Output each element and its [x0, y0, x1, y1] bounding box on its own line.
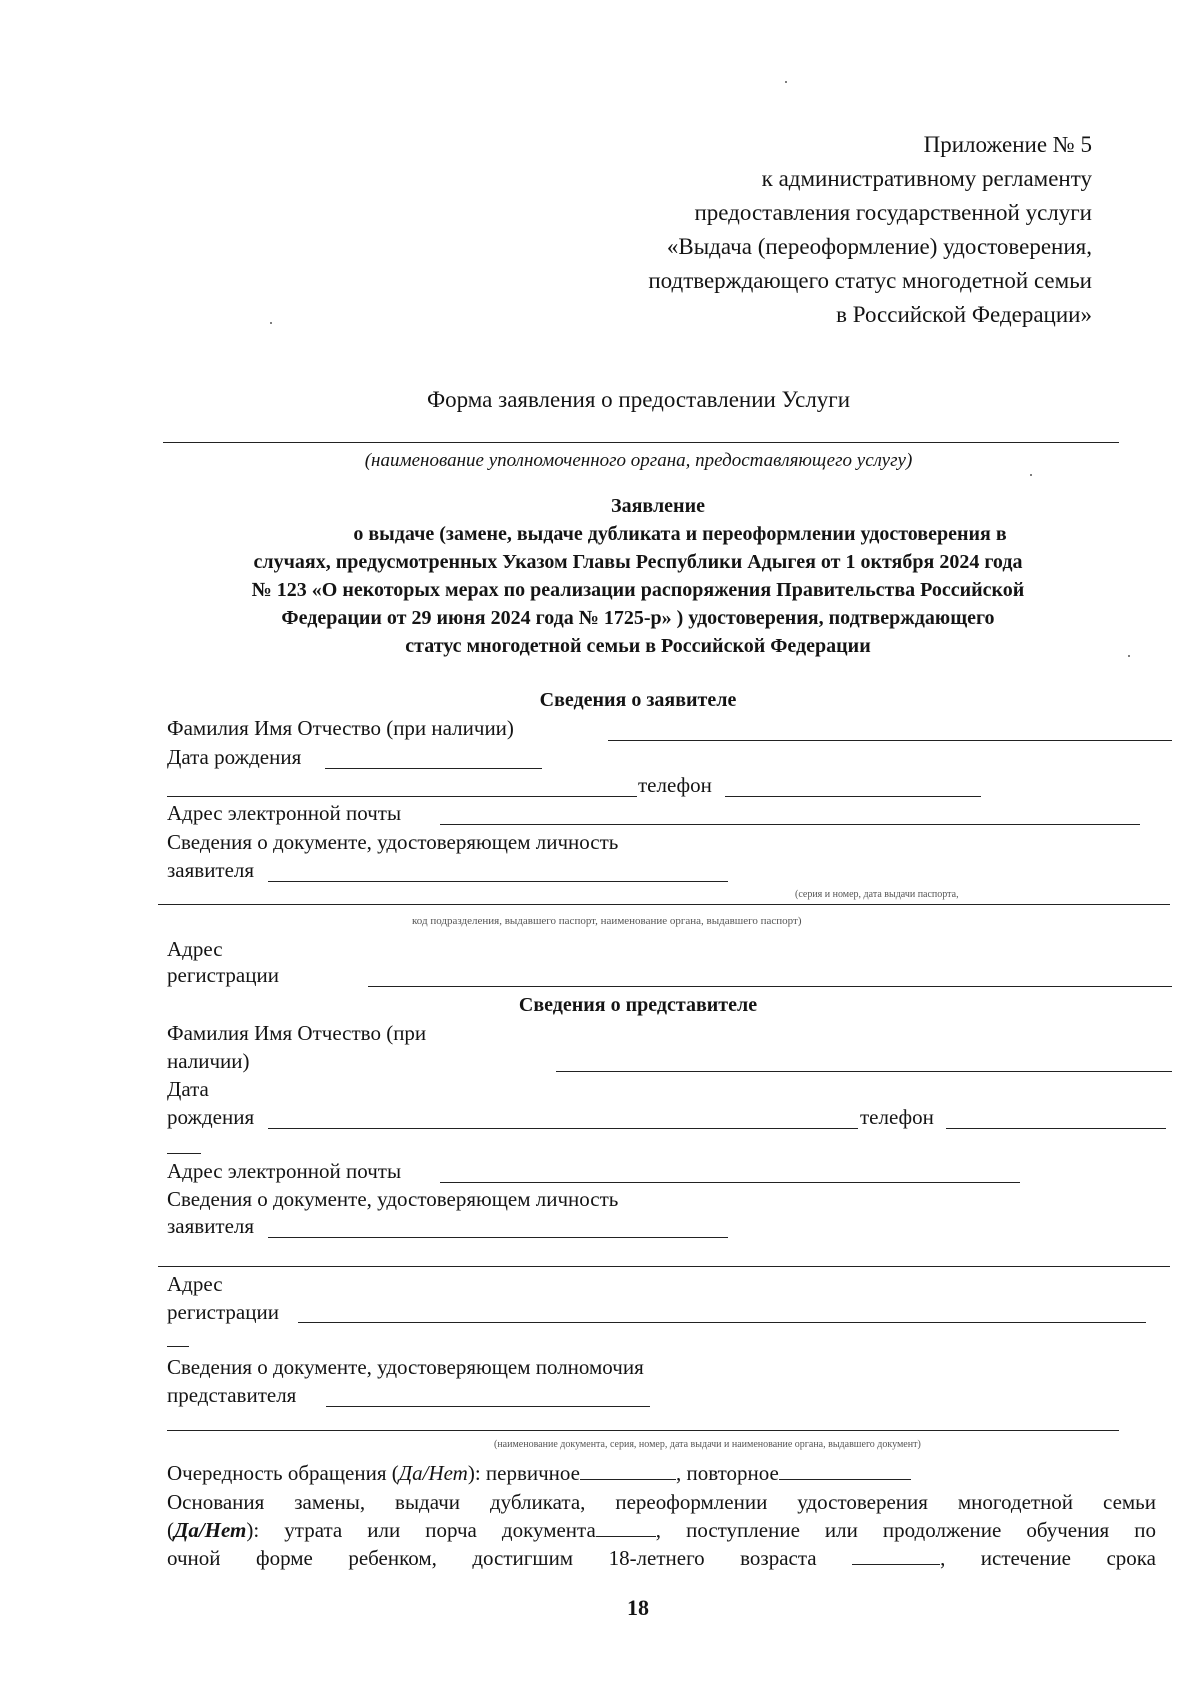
rep-authority-doc-label: представителя — [167, 1383, 297, 1407]
order-repeat-field[interactable] — [779, 1461, 911, 1480]
rep-authority-doc-field-2[interactable] — [167, 1430, 1119, 1431]
grounds-yn: Да/Нет — [174, 1518, 247, 1542]
applicant-address-field[interactable] — [368, 986, 1172, 987]
form-title: Форма заявления о предоставлении Услуги — [426, 387, 851, 412]
grounds-loss-label: ): утрата или порча документа — [246, 1518, 596, 1542]
rep-doc-label: Сведения о документе, удостоверяющем личность — [167, 1187, 619, 1211]
order-yn: Да/Нет — [398, 1461, 468, 1485]
representative-heading: Сведения о представителе — [518, 994, 758, 1016]
statement-line: о выдаче (замене, выдаче дубликата и переоформлении удостоверения в — [353, 523, 1007, 545]
rep-fio-label: Фамилия Имя Отчество (при — [167, 1021, 427, 1045]
rep-fio-field[interactable] — [556, 1071, 1172, 1072]
statement-title: Заявление — [611, 495, 705, 517]
grounds-line: (Да/Нет): утрата или порча документа , поступление или продолжение обучения по — [167, 1518, 1156, 1542]
order-repeat-label: , повторное — [676, 1461, 779, 1485]
rep-phone-label: телефон — [860, 1105, 934, 1129]
statement-line: случаях, предусмотренных Указом Главы Республики Адыгея от 1 октября 2024 года — [253, 551, 1023, 573]
applicant-fio-field[interactable] — [608, 740, 1172, 741]
grounds-expiry-label: , истечение срока — [940, 1546, 1156, 1570]
order-primary-label: ): первичное — [467, 1461, 580, 1485]
grounds-loss-field[interactable] — [596, 1518, 656, 1537]
rep-birth-field[interactable] — [268, 1128, 858, 1129]
rep-birth-label: рождения — [167, 1105, 255, 1129]
rep-fio-label: наличии) — [167, 1049, 250, 1073]
scan-speck — [1030, 474, 1032, 476]
scan-speck — [785, 81, 787, 83]
order-label: Очередность обращения ( — [167, 1461, 399, 1485]
header-line: к административному регламенту — [761, 166, 1092, 191]
header-line: предоставления государственной услуги — [694, 200, 1092, 225]
rep-phone-field-2[interactable] — [167, 1153, 201, 1154]
applicant-doc-label: Сведения о документе, удостоверяющем личность — [167, 830, 619, 854]
rep-authority-doc-label: Сведения о документе, удостоверяющем полномочия — [167, 1355, 644, 1379]
applicant-doc-label: заявителя — [167, 858, 255, 882]
authority-underline — [163, 442, 1119, 443]
rep-doc-label: заявителя — [167, 1214, 255, 1238]
rep-address-field-2[interactable] — [167, 1346, 189, 1347]
grounds-line: Основания замены, выдачи дубликата, переоформлении удостоверения многодетной семьи — [167, 1490, 1156, 1514]
applicant-phone-label: телефон — [638, 773, 712, 797]
applicant-birth-field[interactable] — [325, 768, 542, 769]
applicant-doc-caption: (серия и номер, дата выдачи паспорта, — [795, 889, 959, 900]
rep-address-field[interactable] — [298, 1322, 1146, 1323]
applicant-address-label: Адрес — [167, 937, 223, 961]
rep-birth-label: Дата — [167, 1077, 209, 1101]
rep-doc-field[interactable] — [268, 1237, 728, 1238]
applicant-phone-field[interactable] — [725, 796, 981, 797]
page-number: 18 — [627, 1595, 649, 1620]
rep-address-label: Адрес — [167, 1272, 223, 1296]
header-line: в Российской Федерации» — [836, 302, 1092, 327]
applicant-email-field[interactable] — [440, 824, 1140, 825]
applicant-fio-label: Фамилия Имя Отчество (при наличии) — [167, 716, 514, 740]
appendix-number: Приложение № 5 — [923, 132, 1092, 157]
applicant-email-label: Адрес электронной почты — [167, 801, 402, 825]
order-primary-field[interactable] — [580, 1461, 676, 1480]
statement-line: статус многодетной семьи в Российской Федерации — [405, 635, 871, 657]
grounds-study-label: , поступление или продолжение обучения по — [655, 1518, 1156, 1542]
statement-line: № 123 «О некоторых мерах по реализации распоряжения Правительства Российской — [251, 579, 1025, 601]
applicant-extra-field[interactable] — [167, 796, 637, 797]
rep-email-label: Адрес электронной почты — [167, 1159, 402, 1183]
rep-address-label: регистрации — [167, 1300, 279, 1324]
grounds-age-field[interactable] — [852, 1546, 940, 1565]
rep-email-field[interactable] — [440, 1182, 1020, 1183]
applicant-heading: Сведения о заявителе — [539, 689, 737, 711]
applicant-birth-label: Дата рождения — [167, 745, 302, 769]
rep-authority-caption: (наименование документа, серия, номер, дата выдачи и наименование органа, выдавшего документ) — [494, 1439, 921, 1450]
authority-caption: (наименование уполномоченного органа, предоставляющего услугу) — [364, 450, 913, 471]
rep-doc-field-2[interactable] — [158, 1266, 1170, 1267]
applicant-doc-field[interactable] — [268, 881, 728, 882]
order-line — [167, 1461, 911, 1485]
applicant-doc-field-2[interactable] — [158, 904, 1170, 905]
statement-line: Федерации от 29 июня 2024 года № 1725-р» ) удостоверения, подтверждающего — [281, 607, 995, 629]
grounds-age-label: очной форме ребенком, достигшим 18-летнего возраста — [167, 1546, 817, 1570]
applicant-address-label: регистрации — [167, 963, 279, 987]
applicant-doc-caption: код подразделения, выдавшего паспорт, наименование органа, выдавшего паспорт) — [412, 915, 802, 927]
header-line: подтверждающего статус многодетной семьи — [648, 268, 1092, 293]
rep-phone-field[interactable] — [946, 1128, 1166, 1129]
grounds-line — [167, 1546, 1156, 1570]
scan-speck — [270, 322, 272, 324]
rep-authority-doc-field[interactable] — [326, 1406, 650, 1407]
header-line: «Выдача (переоформление) удостоверения, — [666, 234, 1092, 259]
